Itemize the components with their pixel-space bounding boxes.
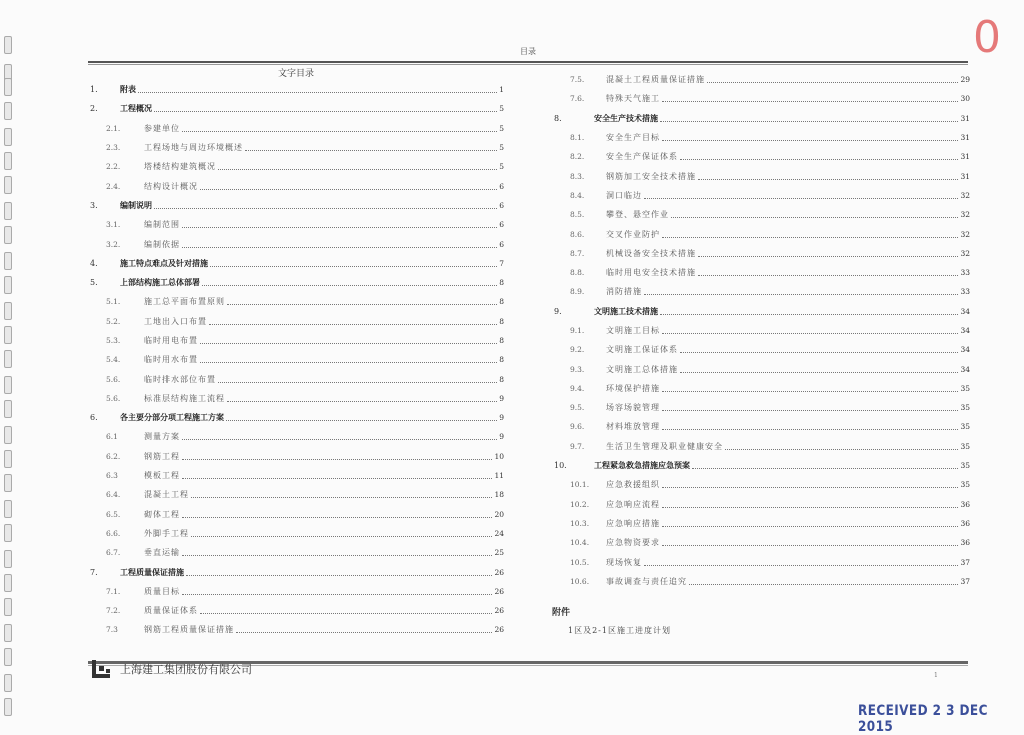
toc-section-entry[interactable]	[88, 196, 504, 215]
toc-entry-page: 8	[499, 297, 504, 307]
company-logo-icon	[92, 660, 114, 678]
dot-leader	[236, 632, 492, 633]
toc-entry-title: 测量方案	[144, 432, 180, 442]
toc-entry-page: 35	[960, 383, 970, 393]
toc-entry-title: 安全生产保证体系	[606, 152, 678, 162]
dot-leader	[698, 275, 958, 276]
toc-subsection-entry[interactable]	[552, 224, 970, 243]
toc-subsection-entry[interactable]	[552, 359, 970, 378]
toc-subsection-entry[interactable]	[552, 437, 970, 456]
toc-entry-page: 37	[960, 576, 970, 586]
toc-entry-number: 8.8.	[570, 268, 585, 278]
toc-entry-page: 8	[499, 316, 504, 326]
toc-subsection-entry[interactable]	[552, 514, 970, 533]
toc-entry-page: 8	[499, 374, 504, 384]
dot-leader	[644, 294, 958, 295]
dot-leader	[245, 150, 497, 151]
toc-entry-title: 临时用电安全技术措施	[606, 268, 696, 278]
toc-entry-title: 临时用电布置	[144, 336, 198, 345]
toc-entry-number: 6.	[90, 413, 98, 423]
toc-entry-page: 5	[499, 104, 504, 114]
toc-left-column	[88, 80, 504, 640]
toc-entry-title: 安全生产技术措施	[594, 112, 658, 123]
toc-entry-page: 8	[499, 336, 504, 345]
toc-entry-title: 工程概况	[120, 103, 152, 114]
toc-entry-title: 临时排水部位布置	[144, 374, 216, 384]
toc-entry-title: 临时用水布置	[144, 355, 198, 365]
toc-entry-number: 9.7.	[570, 441, 585, 451]
toc-entry-number: 3.1.	[106, 220, 121, 230]
toc-subsection-entry[interactable]	[552, 147, 970, 166]
toc-subsection-entry[interactable]	[88, 485, 504, 504]
toc-entry-page: 1	[499, 85, 504, 95]
toc-entry-number: 5.6.	[106, 374, 121, 384]
dot-leader	[202, 285, 497, 286]
toc-subsection-entry[interactable]	[88, 157, 504, 176]
toc-entry-page: 32	[960, 248, 970, 258]
toc-entry-title: 砌体工程	[144, 509, 180, 519]
toc-entry-page: 31	[960, 152, 970, 162]
toc-subsection-entry[interactable]	[552, 379, 970, 398]
toc-subsection-entry[interactable]	[88, 331, 504, 350]
toc-entry-title: 编制说明	[120, 199, 152, 210]
toc-right-column	[552, 70, 970, 591]
toc-entry-number: 5.	[90, 278, 98, 288]
toc-entry-title: 施工特点难点及针对措施	[120, 257, 208, 268]
toc-entry-page: 9	[499, 432, 504, 442]
dot-leader	[660, 314, 958, 315]
toc-entry-page: 18	[494, 490, 504, 500]
toc-entry-title: 质量保证体系	[144, 606, 198, 616]
toc-subsection-entry[interactable]	[88, 582, 504, 601]
dot-leader	[182, 227, 497, 228]
toc-subsection-entry[interactable]	[552, 244, 970, 263]
toc-entry-page: 6	[499, 200, 504, 210]
toc-subsection-entry[interactable]	[552, 205, 970, 224]
toc-entry-title: 文明施工总体措施	[606, 364, 678, 374]
toc-entry-number: 1.	[90, 85, 98, 95]
toc-entry-title: 生活卫生管理及职业健康安全	[606, 441, 723, 451]
toc-subsection-entry[interactable]	[552, 70, 970, 89]
toc-entry-title: 工地出入口布置	[144, 316, 207, 326]
toc-entry-title: 特殊天气施工	[606, 94, 660, 104]
toc-subsection-entry[interactable]	[88, 620, 504, 639]
toc-subsection-entry[interactable]	[552, 186, 970, 205]
toc-entry-title: 各主要分部分项工程施工方案	[120, 412, 224, 423]
toc-entry-page: 34	[960, 326, 970, 335]
toc-section-entry[interactable]	[552, 456, 970, 475]
dot-leader	[662, 237, 958, 238]
toc-entry-title: 文明施工目标	[606, 326, 660, 335]
toc-subsection-entry[interactable]	[552, 552, 970, 571]
toc-entry-page: 9	[499, 413, 504, 423]
toc-subsection-entry[interactable]	[552, 398, 970, 417]
toc-entry-number: 8.9.	[570, 287, 585, 297]
toc-entry-number: 4.	[90, 258, 98, 268]
toc-entry-number: 6.2.	[106, 451, 121, 461]
dot-leader	[662, 391, 958, 392]
dot-leader	[662, 526, 958, 527]
toc-entry-page: 6	[499, 181, 504, 191]
toc-entry-title: 质量目标	[144, 586, 180, 596]
toc-section-entry[interactable]	[88, 254, 504, 273]
toc-entry-title: 现场恢复	[606, 557, 642, 567]
dot-leader	[680, 159, 958, 160]
toc-subsection-entry[interactable]	[552, 166, 970, 185]
toc-entry-number: 2.1.	[106, 123, 121, 133]
dot-leader	[227, 401, 497, 402]
toc-entry-page: 26	[494, 625, 504, 635]
toc-entry-page: 29	[960, 75, 970, 85]
toc-entry-number: 2.3.	[106, 143, 121, 153]
toc-entry-page: 6	[499, 220, 504, 230]
dot-leader	[210, 266, 497, 267]
toc-entry-page: 8	[499, 355, 504, 365]
toc-entry-page: 30	[960, 94, 970, 104]
toc-subsection-entry[interactable]	[88, 215, 504, 234]
dot-leader	[680, 372, 958, 373]
toc-entry-title: 消防措施	[606, 287, 642, 297]
toc-entry-title: 应急响应措施	[606, 518, 660, 528]
dot-leader	[138, 92, 497, 93]
toc-entry-page: 35	[960, 480, 970, 490]
toc-subsection-entry[interactable]	[552, 263, 970, 282]
page-number: 1	[934, 672, 938, 679]
toc-entry-page: 5	[499, 123, 504, 133]
toc-entry-number: 2.	[90, 104, 98, 114]
toc-entry-page: 25	[494, 548, 504, 558]
toc-entry-number: 9.6.	[570, 422, 585, 432]
toc-subsection-entry[interactable]	[88, 312, 504, 331]
toc-entry-number: 9.3.	[570, 364, 585, 374]
toc-entry-title: 混凝土工程质量保证措施	[606, 75, 705, 85]
toc-subsection-entry[interactable]	[552, 495, 970, 514]
toc-subsection-entry[interactable]	[88, 234, 504, 253]
annex-item[interactable]: 1区及2-1区施工进度计划	[568, 626, 671, 635]
dot-leader	[662, 333, 958, 334]
toc-entry-title: 钢筋工程	[144, 451, 180, 461]
annex-heading: 附件	[552, 608, 571, 618]
toc-entry-page: 31	[960, 171, 970, 181]
toc-entry-page: 10	[494, 451, 504, 461]
toc-entry-title: 结构设计概况	[144, 181, 198, 191]
toc-entry-title: 塔楼结构建筑概况	[144, 162, 216, 172]
toc-entry-page: 26	[494, 567, 504, 577]
toc-subsection-entry[interactable]	[552, 340, 970, 359]
dot-leader	[692, 468, 958, 469]
toc-subsection-entry[interactable]	[88, 138, 504, 157]
dot-leader	[182, 478, 492, 479]
toc-entry-number: 9.1.	[570, 326, 585, 335]
toc-subsection-entry[interactable]	[88, 543, 504, 562]
toc-subsection-entry[interactable]	[88, 350, 504, 369]
dot-leader	[200, 362, 497, 363]
toc-entry-page: 32	[960, 229, 970, 239]
toc-entry-title: 文明施工技术措施	[594, 305, 658, 316]
dot-leader	[662, 487, 958, 488]
toc-subsection-entry[interactable]	[552, 128, 970, 147]
dot-leader	[698, 256, 958, 257]
toc-entry-title: 工程紧急救急措施应急预案	[594, 460, 690, 471]
toc-entry-number: 7.6.	[570, 94, 585, 104]
toc-subsection-entry[interactable]	[88, 176, 504, 195]
toc-entry-title: 材料堆放管理	[606, 422, 660, 432]
dot-leader	[218, 169, 497, 170]
dot-leader	[209, 324, 497, 325]
toc-entry-number: 7.1.	[106, 586, 121, 596]
toc-entry-title: 文明施工保证体系	[606, 345, 678, 355]
toc-entry-number: 10.	[554, 461, 567, 471]
toc-entry-title: 环境保护措施	[606, 383, 660, 393]
toc-subsection-entry[interactable]	[552, 475, 970, 494]
toc-subsection-entry[interactable]	[88, 389, 504, 408]
received-stamp: RECEIVED 2 3 DEC 2015	[858, 703, 988, 735]
toc-entry-number: 10.5.	[570, 557, 590, 567]
toc-entry-number: 6.6.	[106, 528, 121, 538]
toc-subsection-entry[interactable]	[88, 601, 504, 620]
toc-entry-number: 8.4.	[570, 190, 585, 200]
toc-title: 文字目录	[278, 69, 315, 79]
dot-leader	[671, 217, 958, 218]
dot-leader	[662, 140, 958, 141]
toc-entry-page: 5	[499, 143, 504, 153]
toc-entry-number: 8.3.	[570, 171, 585, 181]
toc-entry-number: 6.7.	[106, 548, 121, 558]
toc-entry-number: 10.2.	[570, 499, 590, 509]
dot-leader	[662, 429, 958, 430]
toc-entry-page: 9	[499, 393, 504, 403]
page-header-title: 目录	[520, 47, 536, 56]
toc-entry-page: 31	[960, 133, 970, 143]
toc-entry-number: 10.6.	[570, 576, 590, 586]
toc-entry-number: 7.2.	[106, 606, 121, 616]
toc-subsection-entry[interactable]	[552, 282, 970, 301]
dot-leader	[689, 584, 958, 585]
toc-entry-number: 9.	[554, 306, 562, 316]
header-rule-thin	[88, 64, 968, 65]
dot-leader	[725, 449, 958, 450]
toc-entry-page: 8	[499, 278, 504, 288]
dot-leader	[154, 208, 497, 209]
toc-entry-number: 5.4.	[106, 355, 121, 365]
stamp-number: 0	[973, 12, 1001, 63]
toc-entry-number: 5.1.	[106, 297, 121, 307]
toc-entry-number: 8.5.	[570, 210, 585, 220]
dot-leader	[644, 565, 958, 566]
dot-leader	[182, 247, 497, 248]
company-name: 上海建工集团股份有限公司	[120, 663, 252, 676]
toc-entry-number: 6.5.	[106, 509, 121, 519]
toc-entry-number: 9.4.	[570, 383, 585, 393]
toc-entry-page: 7	[499, 258, 504, 268]
toc-subsection-entry[interactable]	[552, 321, 970, 340]
toc-entry-number: 5.6.	[106, 393, 121, 403]
toc-entry-number: 6.1	[106, 432, 118, 442]
toc-entry-page: 32	[960, 210, 970, 220]
toc-subsection-entry[interactable]	[88, 119, 504, 138]
dot-leader	[154, 111, 497, 112]
toc-entry-page: 34	[960, 306, 970, 316]
toc-entry-number: 10.3.	[570, 518, 590, 528]
toc-entry-title: 应急救援组织	[606, 480, 660, 490]
binder-holes	[4, 20, 14, 710]
toc-subsection-entry[interactable]	[88, 369, 504, 388]
toc-entry-number: 2.4.	[106, 181, 121, 191]
toc-entry-title: 应急物资要求	[606, 538, 660, 548]
dot-leader	[662, 101, 958, 102]
toc-entry-number: 9.2.	[570, 345, 585, 355]
toc-section-entry[interactable]	[552, 302, 970, 321]
toc-entry-number: 3.	[90, 200, 98, 210]
toc-entry-page: 32	[960, 190, 970, 200]
dot-leader	[227, 304, 497, 305]
toc-entry-page: 11	[494, 471, 504, 481]
toc-entry-title: 钢筋工程质量保证措施	[144, 625, 234, 635]
dot-leader	[191, 497, 492, 498]
toc-subsection-entry[interactable]	[88, 292, 504, 311]
toc-entry-number: 8.1.	[570, 133, 585, 143]
toc-section-entry[interactable]	[88, 408, 504, 427]
toc-section-entry[interactable]	[88, 562, 504, 581]
toc-entry-title: 编制依据	[144, 239, 180, 249]
toc-entry-page: 35	[960, 461, 970, 471]
toc-entry-page: 36	[960, 518, 970, 528]
dot-leader	[200, 613, 492, 614]
toc-entry-number: 6.3	[106, 471, 118, 481]
toc-entry-number: 8.6.	[570, 229, 585, 239]
toc-entry-title: 外脚手工程	[144, 528, 189, 538]
toc-entry-title: 编制范围	[144, 220, 180, 230]
dot-leader	[707, 82, 958, 83]
toc-section-entry[interactable]	[88, 80, 504, 99]
toc-section-entry[interactable]	[552, 109, 970, 128]
toc-subsection-entry[interactable]	[88, 427, 504, 446]
toc-entry-number: 5.2.	[106, 316, 121, 326]
toc-entry-page: 24	[494, 528, 504, 538]
toc-entry-title: 混凝土工程	[144, 490, 189, 500]
toc-entry-page: 5	[499, 162, 504, 172]
toc-entry-number: 8.2.	[570, 152, 585, 162]
dot-leader	[644, 198, 958, 199]
toc-entry-title: 攀登、悬空作业	[606, 210, 669, 220]
toc-subsection-entry[interactable]	[88, 447, 504, 466]
toc-entry-page: 36	[960, 538, 970, 548]
dot-leader	[660, 121, 958, 122]
toc-entry-title: 参建单位	[144, 123, 180, 133]
toc-entry-number: 6.4.	[106, 490, 121, 500]
toc-entry-page: 33	[960, 268, 970, 278]
toc-section-entry[interactable]	[88, 99, 504, 118]
toc-entry-page: 34	[960, 364, 970, 374]
toc-section-entry[interactable]	[88, 273, 504, 292]
toc-entry-page: 35	[960, 441, 970, 451]
dot-leader	[662, 410, 958, 411]
toc-entry-title: 工程场地与周边环境概述	[144, 143, 243, 153]
toc-entry-number: 10.1.	[570, 480, 590, 490]
toc-entry-number: 2.2.	[106, 162, 121, 172]
toc-entry-title: 标准层结构施工流程	[144, 393, 225, 403]
toc-entry-title: 附表	[120, 84, 136, 95]
toc-entry-title: 场容场貌管理	[606, 403, 660, 413]
toc-subsection-entry[interactable]	[552, 89, 970, 108]
dot-leader	[191, 536, 492, 537]
dot-leader	[218, 382, 497, 383]
dot-leader	[182, 555, 492, 556]
toc-entry-number: 10.4.	[570, 538, 590, 548]
toc-entry-number: 7.3	[106, 625, 118, 635]
toc-subsection-entry[interactable]	[552, 572, 970, 591]
toc-entry-title: 工程质量保证措施	[120, 566, 184, 577]
dot-leader	[226, 420, 497, 421]
dot-leader	[200, 343, 497, 344]
toc-entry-page: 35	[960, 403, 970, 413]
toc-entry-page: 37	[960, 557, 970, 567]
toc-entry-title: 安全生产目标	[606, 133, 660, 143]
toc-subsection-entry[interactable]	[88, 466, 504, 485]
toc-entry-number: 9.5.	[570, 403, 585, 413]
toc-subsection-entry[interactable]	[88, 505, 504, 524]
dot-leader	[186, 575, 492, 576]
toc-entry-title: 钢筋加工安全技术措施	[606, 171, 696, 181]
dot-leader	[662, 507, 958, 508]
toc-entry-title: 应急响应流程	[606, 499, 660, 509]
dot-leader	[182, 594, 492, 595]
toc-subsection-entry[interactable]	[88, 524, 504, 543]
toc-entry-title: 交叉作业防护	[606, 229, 660, 239]
toc-entry-number: 8.	[554, 113, 562, 123]
toc-entry-title: 机械设备安全技术措施	[606, 248, 696, 258]
toc-entry-page: 26	[494, 586, 504, 596]
toc-entry-number: 7.5.	[570, 75, 585, 85]
dot-leader	[182, 459, 492, 460]
toc-entry-page: 31	[960, 113, 970, 123]
company-footer	[92, 660, 252, 678]
dot-leader	[680, 352, 958, 353]
toc-entry-page: 35	[960, 422, 970, 432]
toc-entry-title: 施工总平面布置原则	[144, 297, 225, 307]
toc-entry-page: 6	[499, 239, 504, 249]
toc-entry-page: 26	[494, 606, 504, 616]
toc-entry-page: 20	[494, 509, 504, 519]
toc-entry-title: 垂直运输	[144, 548, 180, 558]
dot-leader	[182, 131, 497, 132]
toc-entry-title: 洞口临边	[606, 190, 642, 200]
toc-entry-page: 34	[960, 345, 970, 355]
toc-entry-title: 事故调查与责任追究	[606, 576, 687, 586]
dot-leader	[662, 545, 958, 546]
dot-leader	[698, 179, 958, 180]
toc-entry-page: 36	[960, 499, 970, 509]
dot-leader	[182, 517, 492, 518]
toc-entry-number: 5.3.	[106, 336, 121, 345]
header-rule	[88, 61, 968, 63]
toc-entry-title: 上部结构施工总体部署	[120, 277, 200, 288]
dot-leader	[182, 439, 497, 440]
toc-entry-number: 3.2.	[106, 239, 121, 249]
toc-entry-number: 8.7.	[570, 248, 585, 258]
toc-subsection-entry[interactable]	[552, 533, 970, 552]
dot-leader	[200, 189, 497, 190]
toc-entry-page: 33	[960, 287, 970, 297]
toc-entry-title: 模板工程	[144, 471, 180, 481]
toc-subsection-entry[interactable]	[552, 417, 970, 436]
toc-entry-number: 7.	[90, 567, 98, 577]
